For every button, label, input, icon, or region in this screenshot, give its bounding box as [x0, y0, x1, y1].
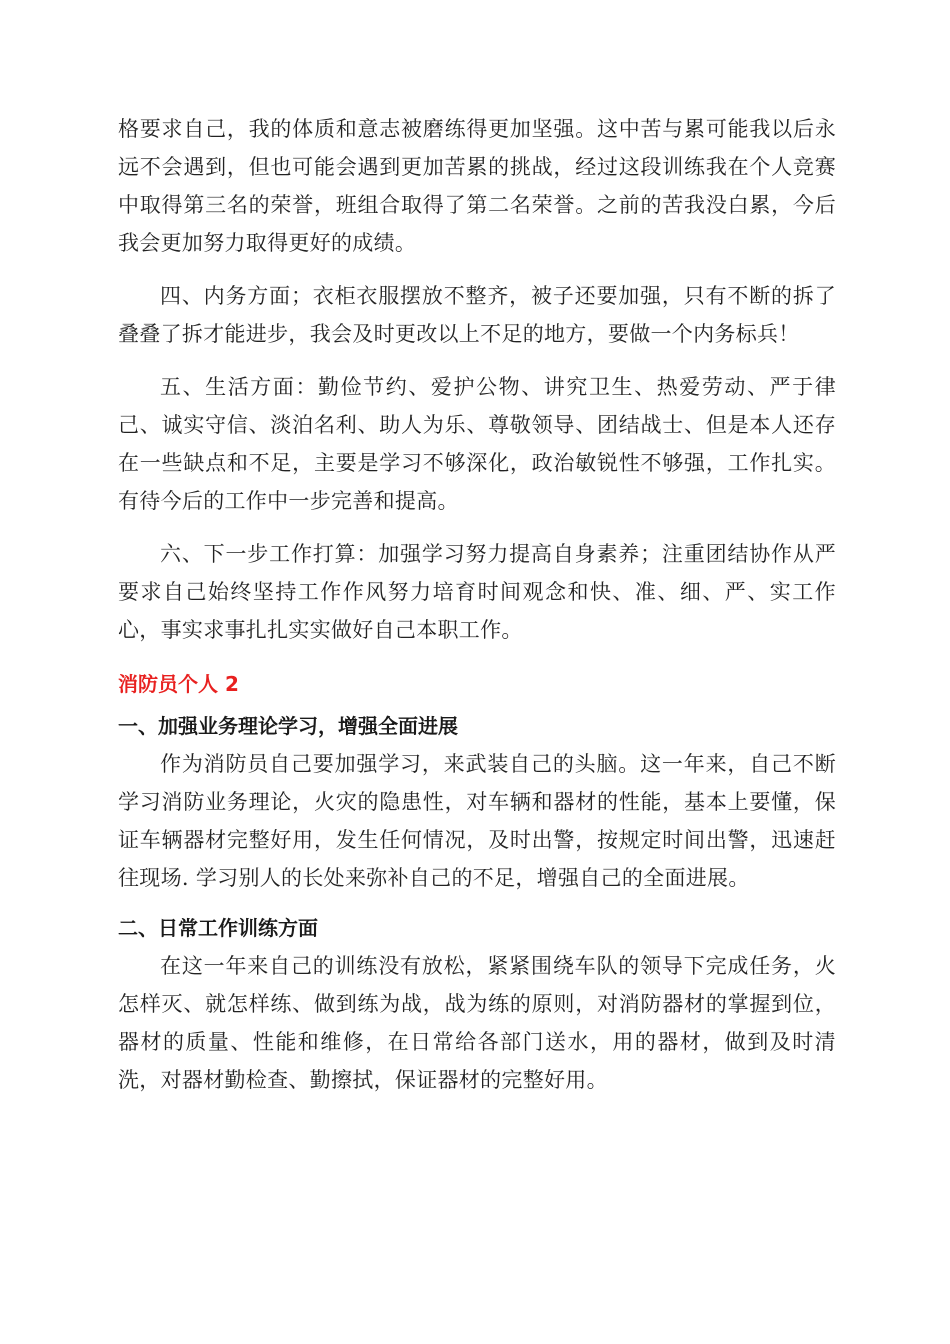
section-title: 消防员个人 2: [118, 672, 239, 696]
paragraph-daily-training: 在这一年来自己的训练没有放松，紧紧围绕车队的领导下完成任务，火怎样灭、就怎样练、做到练为战，战为练的原则，对消防器材的掌握到位，器材的质量、性能和维修，在日常给各部门送水，用的器材，做到及时清洗，对器材勤检查、勤擦拭，保证器材的完整好用。: [118, 954, 836, 1092]
paragraph-daily-life: 五、生活方面：勤俭节约、爱护公物、讲究卫生、热爱劳动、严于律己、诚实守信、淡泊名利、助人为乐、尊敬领导、团结战士、但是本人还存在一些缺点和不足，主要是学习不够深化，政治敏锐性不够强，工作扎实。有待今后的工作中一步完善和提高。: [118, 375, 836, 513]
heading-daily-training: 二、日常工作训练方面: [118, 916, 318, 940]
paragraph-theory-study: 作为消防员自己要加强学习，来武装自己的头脑。这一年来，自己不断学习消防业务理论，火灾的隐患性，对车辆和器材的性能，基本上要懂，保证车辆器材完整好用，发生任何情况，及时出警，按规定时间出警，迅速赶往现场. 学习别人的长处来弥补自己的不足，增强自己的全面进展。: [118, 752, 836, 890]
heading-theory-study: 一、加强业务理论学习，增强全面进展: [118, 714, 458, 738]
paragraph-housekeeping: 四、内务方面；衣柜衣服摆放不整齐，被子还要加强，只有不断的拆了叠叠了拆才能进步，我会及时更改以上不足的地方，要做一个内务标兵！: [118, 284, 836, 346]
document-body: [118, 110, 836, 1099]
paragraph-next-steps: 六、下一步工作打算：加强学习努力提高自身素养；注重团结协作从严要求自己始终坚持工作作风努力培育时间观念和快、准、细、严、实工作心，事实求事扎扎实实做好自己本职工作。: [118, 542, 836, 642]
paragraph-continuation: 格要求自己，我的体质和意志被磨练得更加坚强。这中苦与累可能我以后永远不会遇到，但也可能会遇到更加苦累的挑战，经过这段训练我在个人竞赛中取得第三名的荣誉，班组合取得了第二名荣誉。之前的苦我没白累，今后我会更加努力取得更好的成绩。: [118, 117, 836, 255]
